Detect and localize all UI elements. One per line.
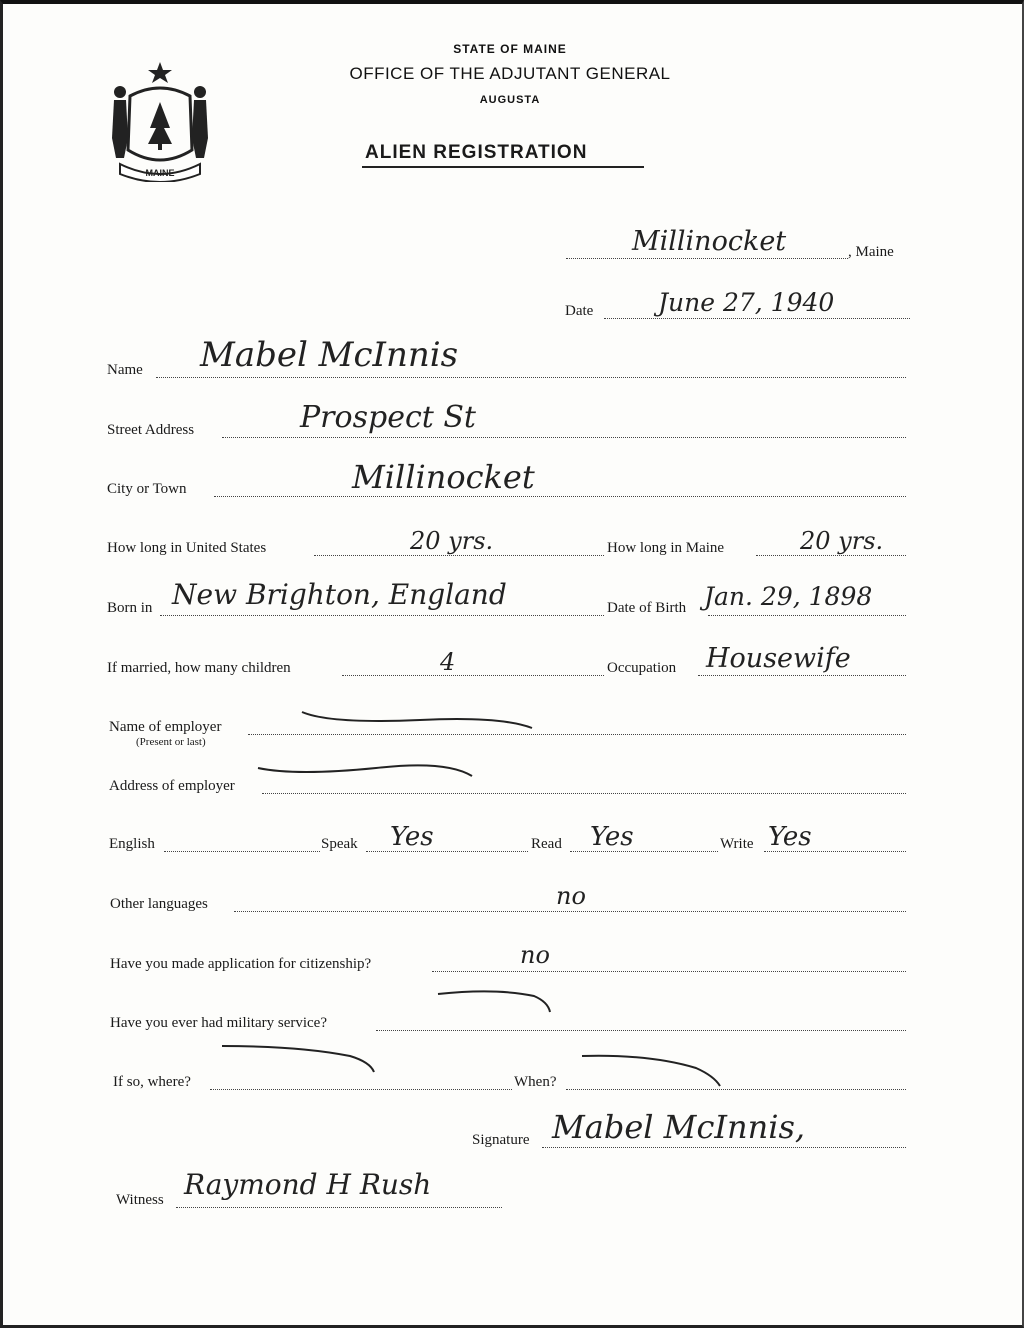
- citizenship-label: Have you made application for citizenship?: [110, 956, 372, 972]
- title-underline: [362, 166, 644, 168]
- date-label: Date: [565, 303, 594, 319]
- state-seal-icon: [108, 58, 212, 182]
- military-label: Have you ever had military service?: [110, 1015, 327, 1031]
- citizenship-entry: no: [520, 941, 550, 969]
- date-entry: June 27, 1940: [658, 288, 835, 317]
- header-city: AUGUSTA: [479, 94, 541, 106]
- form-title: ALIEN REGISTRATION: [365, 142, 588, 163]
- town-suffix: , Maine: [848, 244, 894, 260]
- other-languages-leader: [234, 911, 906, 912]
- write-entry: Yes: [768, 822, 812, 852]
- name-leader: [156, 377, 906, 378]
- employer-sublabel: (Present or last): [136, 736, 206, 748]
- speak-entry: Yes: [390, 822, 434, 852]
- signature-label: Signature: [472, 1132, 530, 1148]
- english-label: English: [109, 836, 155, 852]
- employer-blank-dash: [300, 700, 540, 730]
- street-label: Street Address: [107, 422, 195, 438]
- where-label: If so, where?: [113, 1074, 191, 1090]
- how-long-us-leader: [314, 555, 604, 556]
- occupation-entry: Housewife: [706, 643, 851, 674]
- header-office: OFFICE OF THE ADJUTANT GENERAL: [349, 64, 671, 83]
- occupation-leader: [698, 675, 906, 676]
- children-label: If married, how many children: [107, 660, 291, 676]
- employer-address-blank-dash: [256, 750, 476, 780]
- street-entry: Prospect St: [300, 400, 476, 435]
- when-label: When?: [514, 1074, 557, 1090]
- employer-address-label: Address of employer: [109, 778, 235, 794]
- where-leader: [210, 1089, 512, 1090]
- born-in-leader: [160, 615, 604, 616]
- children-leader: [342, 675, 604, 676]
- other-languages-entry: no: [556, 882, 586, 910]
- citizenship-leader: [432, 971, 906, 972]
- svg-text:MAINE: MAINE: [145, 168, 175, 178]
- read-label: Read: [531, 836, 562, 852]
- town-leader: [566, 258, 848, 259]
- occupation-label: Occupation: [607, 660, 677, 676]
- born-in-label: Born in: [107, 600, 153, 616]
- how-long-us-entry: 20 yrs.: [410, 527, 494, 555]
- city-leader: [214, 496, 906, 497]
- military-leader: [376, 1030, 906, 1031]
- employer-address-leader: [262, 793, 906, 794]
- how-long-us-label: How long in United States: [107, 540, 267, 556]
- city-entry: Millinocket: [352, 458, 535, 496]
- signature-entry: Mabel McInnis,: [552, 1108, 806, 1146]
- born-in-entry: New Brighton, England: [172, 578, 507, 611]
- when-blank-dash: [580, 1052, 724, 1088]
- write-label: Write: [720, 836, 754, 852]
- employer-label: Name of employer: [109, 719, 222, 735]
- header-state: STATE OF MAINE: [453, 42, 567, 56]
- signature-leader: [542, 1147, 906, 1148]
- witness-leader: [176, 1207, 502, 1208]
- employer-leader: [248, 734, 906, 735]
- witness-label: Witness: [116, 1192, 164, 1208]
- military-blank-dash: [436, 986, 556, 1016]
- dob-label: Date of Birth: [607, 600, 687, 616]
- english-leader: [164, 851, 320, 852]
- children-entry: 4: [440, 648, 456, 676]
- when-leader: [566, 1089, 906, 1090]
- dob-entry: Jan. 29, 1898: [704, 582, 873, 611]
- how-long-maine-entry: 20 yrs.: [800, 527, 884, 555]
- town-entry: Millinocket: [632, 226, 787, 257]
- street-leader: [222, 437, 906, 438]
- name-entry: Mabel McInnis: [200, 335, 459, 375]
- where-blank-dash: [220, 1040, 380, 1074]
- witness-entry: Raymond H Rush: [184, 1168, 432, 1201]
- read-entry: Yes: [590, 822, 634, 852]
- how-long-maine-label: How long in Maine: [607, 540, 725, 556]
- date-leader: [604, 318, 910, 319]
- other-languages-label: Other languages: [110, 896, 208, 912]
- name-label: Name: [107, 362, 143, 378]
- how-long-maine-leader: [756, 555, 906, 556]
- speak-label: Speak: [321, 836, 358, 852]
- dob-leader: [708, 615, 906, 616]
- city-label: City or Town: [107, 481, 187, 497]
